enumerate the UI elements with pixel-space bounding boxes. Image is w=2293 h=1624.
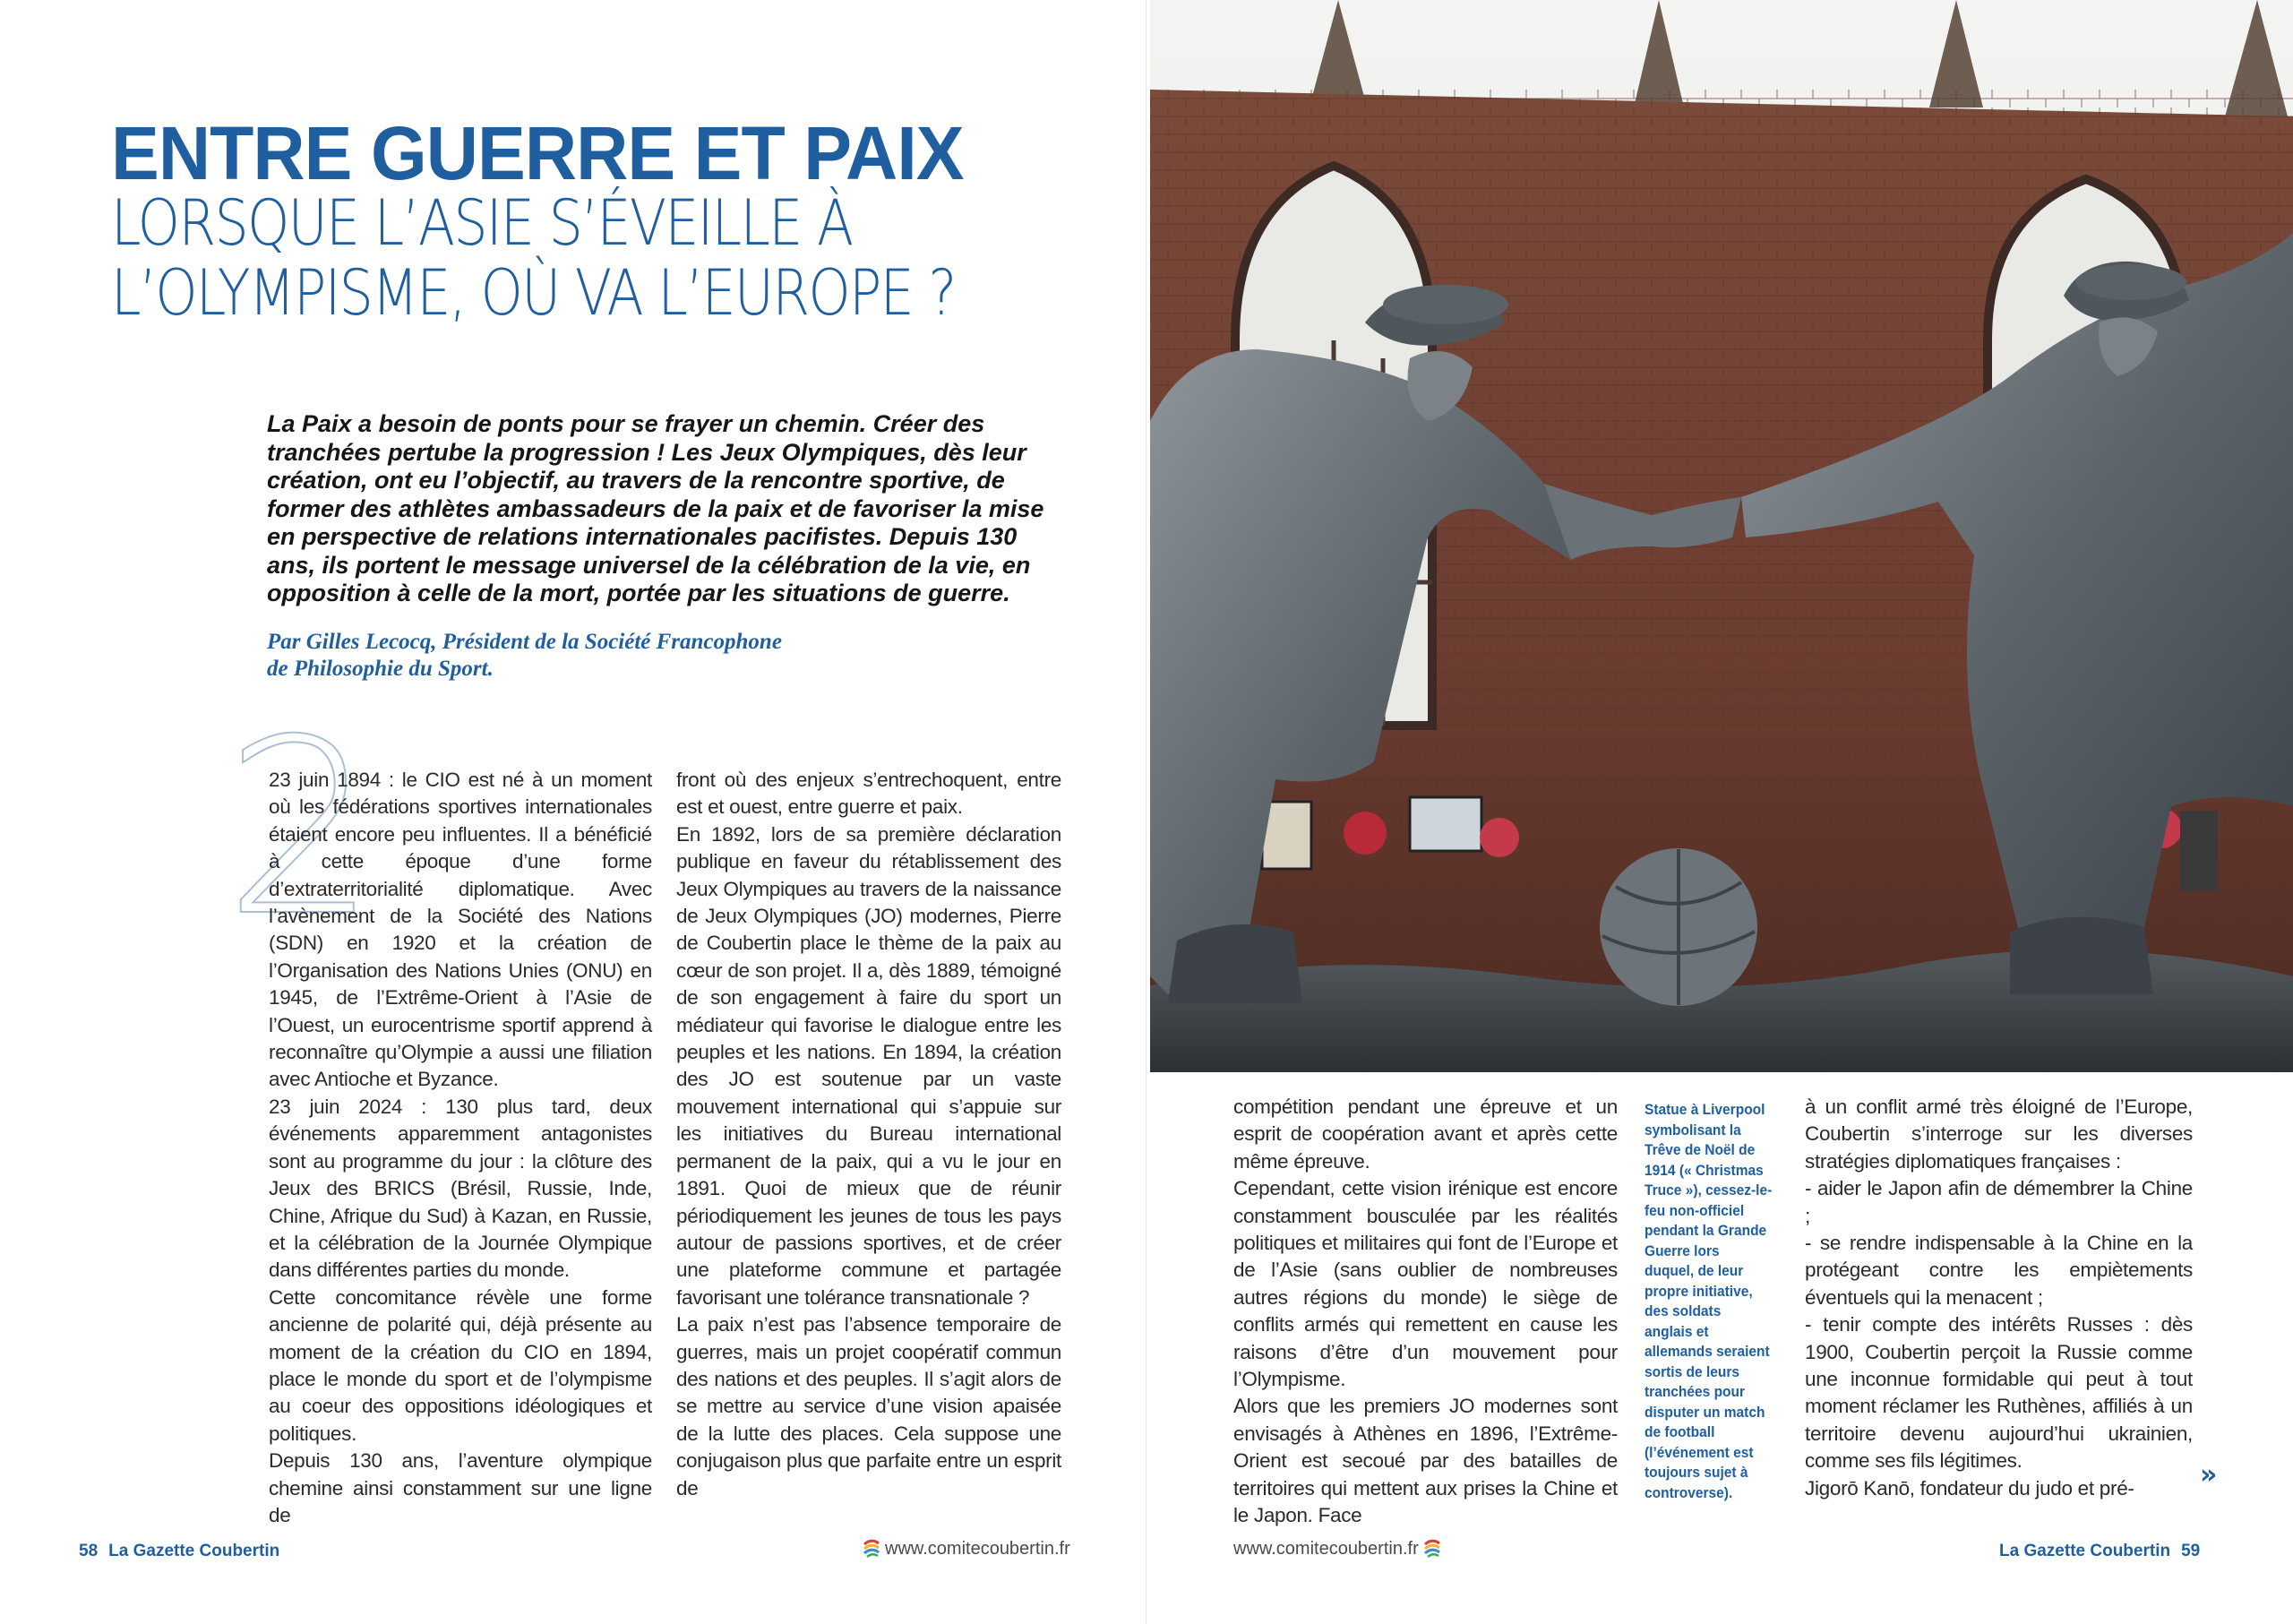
website-footer-left [862,1537,1070,1560]
paragraph: 23 juin 1894 : le CIO est né à un moment où les fédérations sportives internationales étaient encore peu influentes. Il a bénéficié à cette époque d’une forme d’extraterritorialité diplomatique. Avec l’avènement de la Société des Nations (SDN) en 1920 et la création de l’Organisation des Nations Unies (ONU) en 1945, de l’Extrême-Orient à l’Asie de l’Ouest, un eurocentrisme sportif apprend à reconnaître qu’Olympie a aussi une filiation avec Antioche et Byzance. [269,769,652,1091]
comite-logo-icon [862,1537,881,1560]
headline-sub-line-2: L’OLYMPISME, OÙ VA L’EUROPE ? [111,256,956,330]
list-item: - se rendre indispensable à la Chine en la protégeant contre les empiètements éventuels qui la menacent ; [1805,1232,2193,1309]
right-folio [1999,1541,2200,1562]
website-footer-right [1233,1537,1442,1560]
publication-name-left: La Gazette Coubertin [108,1542,280,1560]
byline-line-1: Par Gilles Lecocq, Président de la Société Francophone [267,630,782,654]
list-item: - tenir compte des intérêts Russes : dès 1900, Coubertin perçoit la Russie comme une inconnue formidable qui peut à tout moment réclamer les Ruthènes, affiliés à un territoire devenu aujourd’hui ukrainien, comme ses fils légitimes. [1805,1313,2193,1473]
page-number-left: 58 [79,1542,99,1560]
headline-main: ENTRE GUERRE ET PAIX [111,111,964,195]
paragraph: En 1892, lors de sa première déclaration publique en faveur du rétablissement des Jeux Olympiques au travers de la naissance de Jeux Olympiques (JO) modernes, Pierre de Coubertin place le thème de la paix au cœur de son projet. Il a, dès 1889, témoigné de son engagement à faire du sport un médiateur qui favorise le dialogue entre les peuples et les nations. En 1894, la création des JO est soutenue par un vaste mouvement international qui s’appuie sur les initiatives du Bureau international permanent de la paix, qui a vu le jour en 1891. Quoi de mieux que de réunir périodiquement les jeunes de tous les pays autour de passions sportives, et de créer une plateforme commune et partagée favorisant une tolérance transnationale ? [676,822,1061,1309]
paragraph: Cette concomitance révèle une forme ancienne de polarité qui, déjà présente au moment de la création du CIO en 1894, place le monde du sport et de l’olympisme au coeur des oppositions idéologiques et politiques. [269,1285,652,1445]
lead-paragraph: La Paix a besoin de ponts pour se frayer un chemin. Créer des tranchées pertube la progression ! Les Jeux Olympiques, dès leur création, ont eu l’objectif, au travers de la rencontre sportive, de former des athlètes ambassadeurs de la paix et de favoriser la mise en perspective de relations internationales pacifistes. Depuis 130 ans, ils portent le message universel de la célébration de la vie, en opposition à celle de la mort, portée par les situations de guerre. [267,410,1044,606]
left-folio [79,1541,279,1562]
headline-sub-line-1: LORSQUE L’ASIE S’ÉVEILLE À [111,186,853,260]
body-column-2 [676,767,1061,1502]
body-column-3 [1233,1094,1618,1530]
byline [267,629,1037,683]
website-url-left: www.comitecoubertin.fr [885,1539,1070,1559]
paragraph: compétition pendant une épreuve et un esprit de coopération avant et après cette même épreuve. [1233,1096,1618,1173]
website-url-right: www.comitecoubertin.fr [1233,1539,1419,1559]
list-item: - aider le Japon afin de démembrer la Chine ; [1805,1177,2193,1227]
continued-arrow-icon: » [2200,1459,2218,1491]
paragraph: Alors que les premiers JO modernes sont envisagés à Athènes en 1896, l’Extrême-Orient est secoué par des batailles de territoires qui mettent aux prises la Chine et le Japon. Face [1233,1395,1618,1527]
comite-logo-icon [1422,1537,1442,1560]
publication-name-right: La Gazette Coubertin [1999,1542,2171,1560]
left-page [0,0,1146,1624]
paragraph: front où des enjeux s’entrechoquent, entre est et ouest, entre guerre et paix. [676,769,1061,819]
paragraph: La paix n’est pas l’absence temporaire de guerres, mais un projet coopératif commun des nations et des peuples. Il s’agit alors de se mettre au service d’une vision apaisée de la lutte des places. Cela suppose une conjugaison plus que parfaite entre un esprit de [676,1313,1061,1499]
drop-cap-numeral: 2 [224,687,378,969]
byline-line-2: de Philosophie du Sport. [267,657,494,681]
paragraph: 23 juin 2024 : 130 plus tard, deux événements apparemment antagonistes sont au programme du jour : la clôture des Jeux des BRICS (Brésil, Russie, Inde, Chine, Afrique du Sud) à Kazan, en Russie, et la célébration de la Journée Olympique dans différentes parties du monde. [269,1095,652,1282]
paragraph: à un conflit armé très éloigné de l’Europe, Coubertin s’interroge sur les diverses stratégies diplomatiques françaises : [1805,1096,2193,1173]
statue-photo [1150,0,2293,1072]
body-column-1 [269,767,652,1529]
paragraph: Depuis 130 ans, l’aventure olympique chemine ainsi constamment sur une ligne de [269,1449,652,1526]
headline-sub [111,188,956,328]
photo-caption: Statue à Liverpool symbolisant la Trêve de Noël de 1914 (« Christmas Truce »), cessez-le-feu non-officiel pendant la Grande Guerre lors duquel, de leur propre initiative, des soldats anglais et allemands seraient sortis de leurs tranchées pour disputer un match de football (l’événement est toujours sujet à controverse). [1645,1102,1773,1501]
christmas-truce-statue-image [1150,0,2293,1072]
paragraph: Cependant, cette vision irénique est encore constamment bousculée par les réalités politiques et militaires qui font de l’Europe et de l’Asie (sans oublier de nombreuses autres régions du monde) le siège de conflits armés qui remettent en cause les raisons d’être d’un mouvement pour l’Olympisme. [1233,1177,1618,1391]
body-column-4 [1805,1094,2193,1502]
paragraph: Jigorō Kanō, fondateur du judo et pré- [1805,1476,2134,1499]
page-number-right: 59 [2181,1542,2201,1560]
